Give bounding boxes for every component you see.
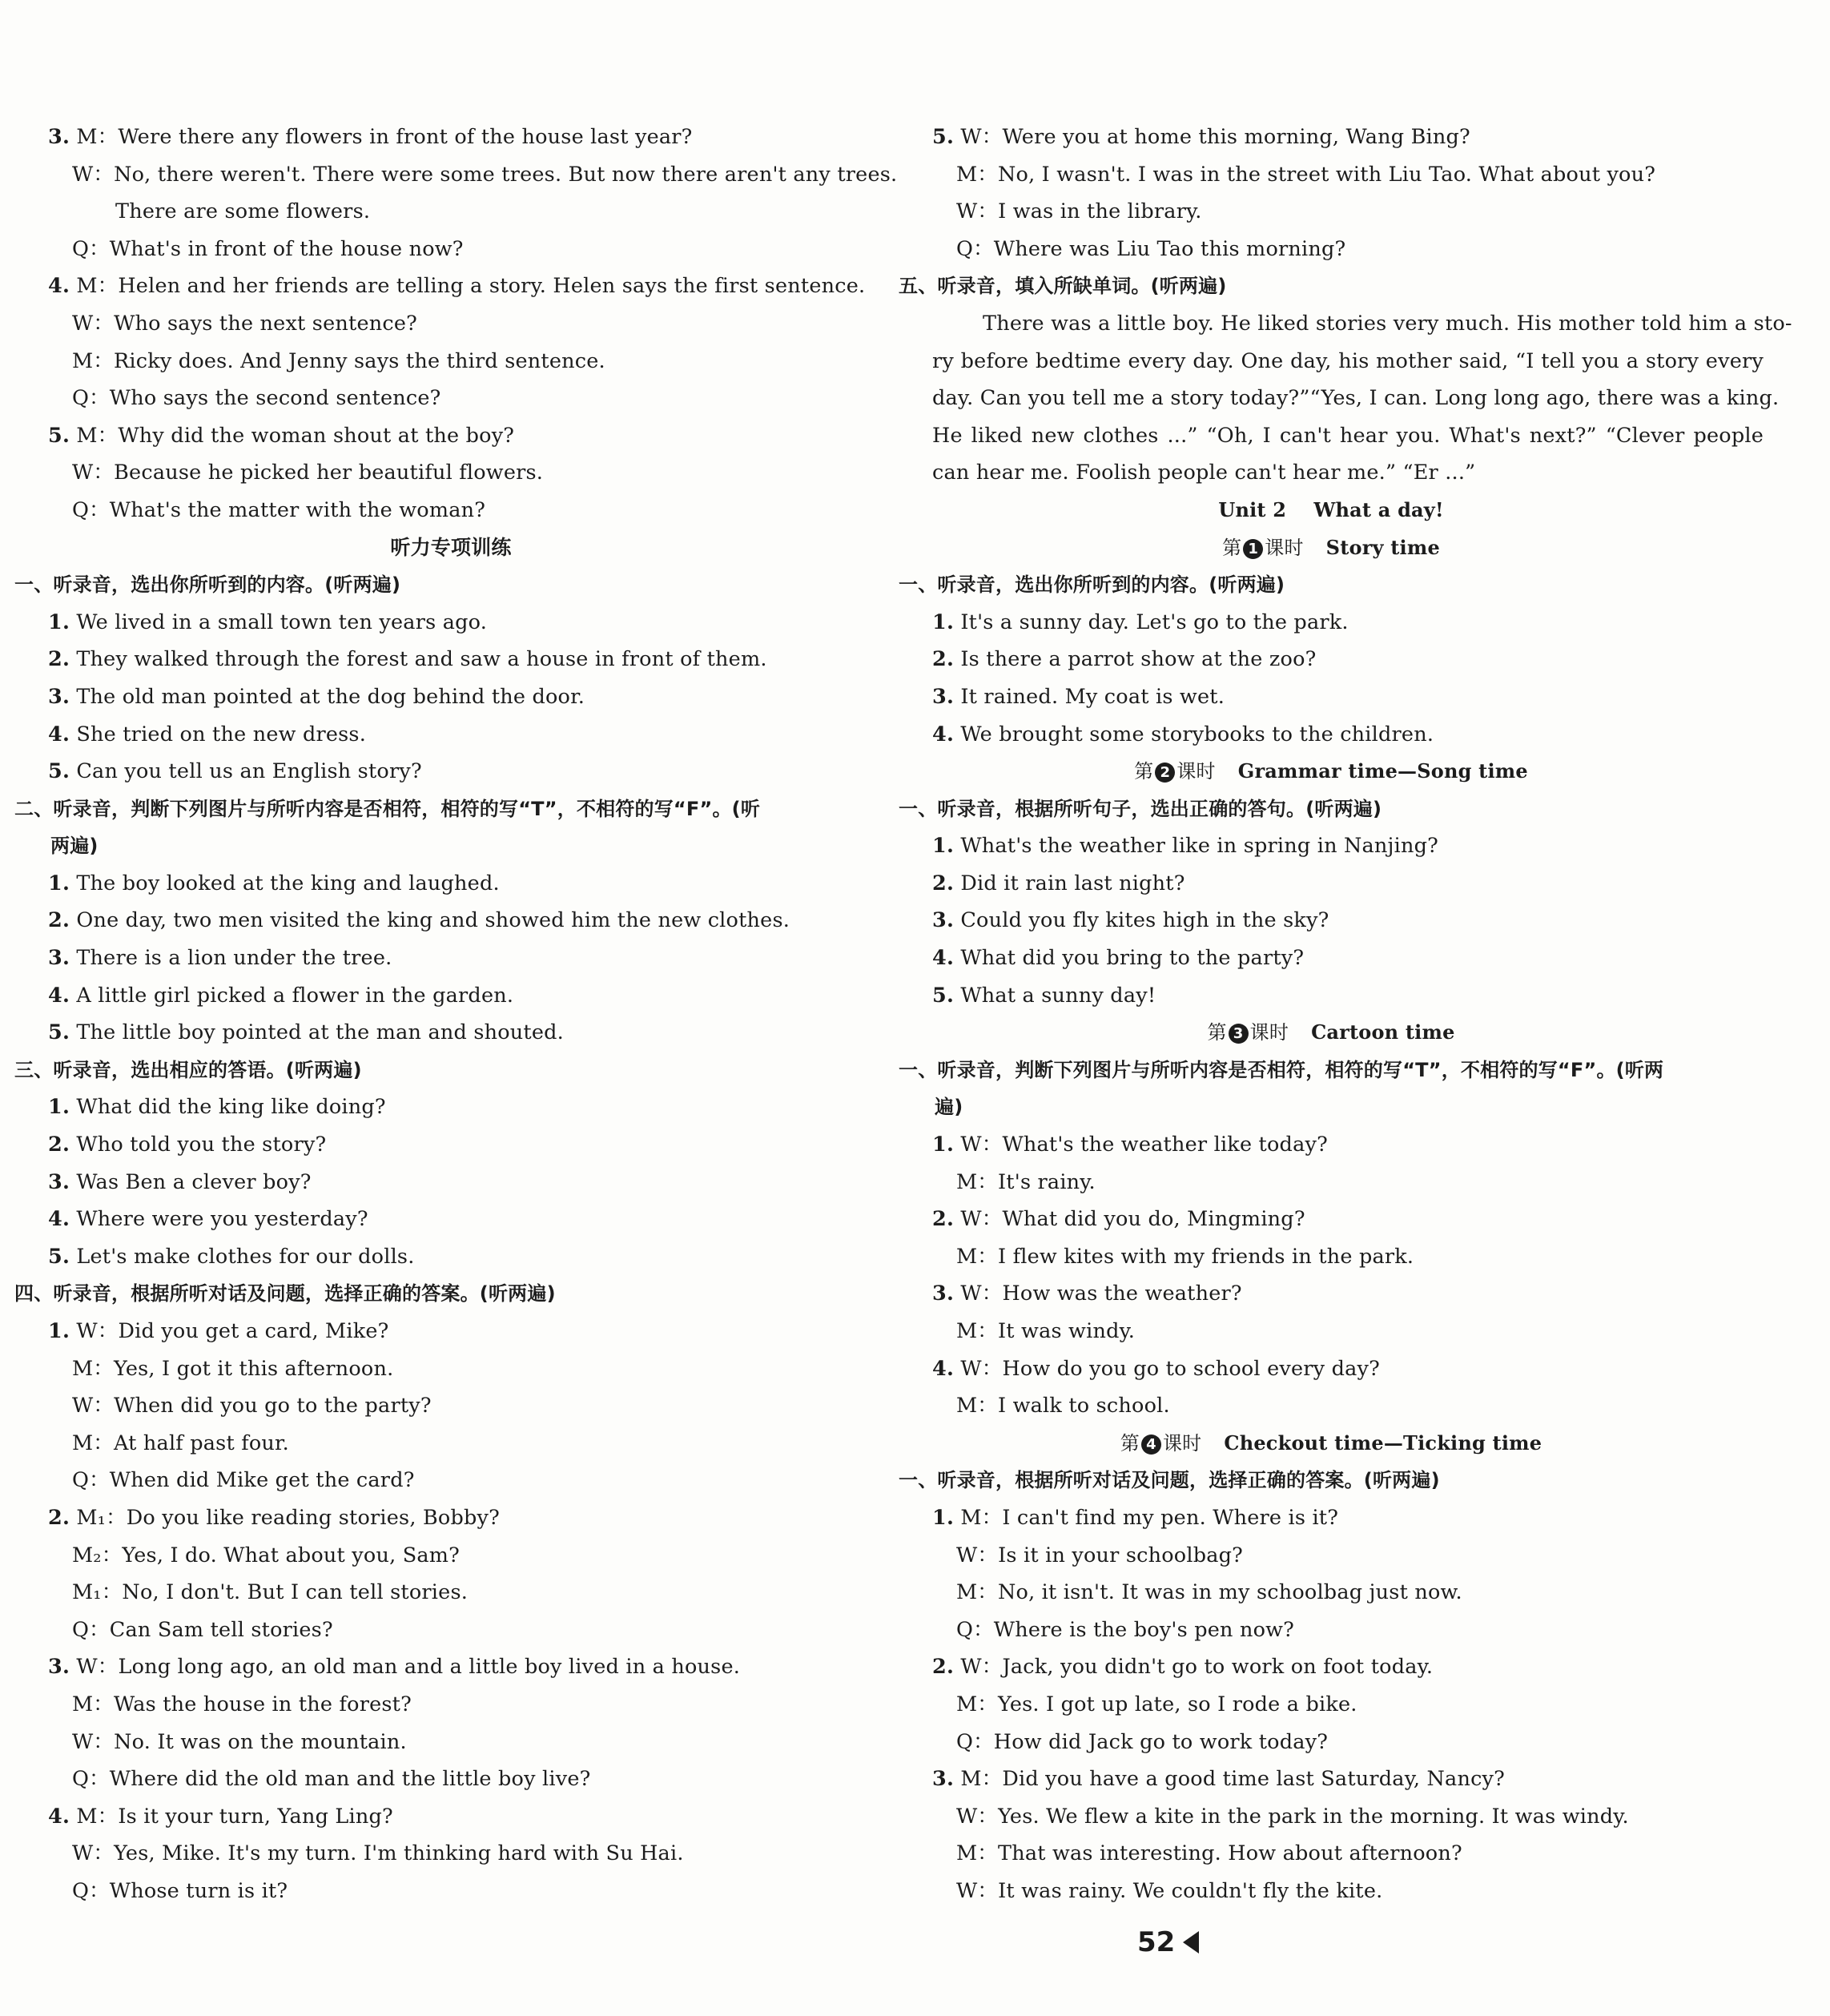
line-text: What did you bring to the party? [960, 946, 1305, 971]
numbered-item [899, 1499, 1764, 1537]
line-text: Q：Where is the boy's pen now? [956, 1617, 1295, 1642]
line-text: There are some flowers. [115, 199, 371, 224]
dialogue-line [14, 1387, 887, 1425]
numbered-item [899, 977, 1764, 1015]
item-number: 4. [932, 946, 955, 971]
line-text: W：When did you go to the party? [72, 1394, 432, 1418]
item-number: 5. [48, 1244, 70, 1269]
line-text: Can you tell us an English story? [76, 759, 422, 784]
section-heading: 听力专项训练 [390, 535, 512, 559]
line-text: Could you fly kites high in the sky? [960, 908, 1329, 933]
item-number: 4. [48, 983, 70, 1008]
numbered-item [14, 1126, 887, 1164]
lesson-name: Cartoon time [1311, 1020, 1455, 1044]
numbered-item [899, 940, 1764, 977]
numbered-item [14, 268, 887, 305]
section-instruction: 二、听录音，判断下列图片与所听内容是否相符，相符的写“T”，不相符的写“F”。(听 [14, 797, 761, 820]
line-text: What's the weather like in spring in Nanjing? [960, 834, 1439, 859]
item-number: 3. [932, 908, 955, 933]
numbered-item [899, 1648, 1764, 1686]
line-text: Q：Whose turn is it? [72, 1878, 288, 1903]
dialogue-line [899, 1238, 1764, 1276]
item-number: 4. [48, 274, 70, 299]
line-text: Is there a parrot show at the zoo? [960, 647, 1317, 672]
line-text: Q：What's in front of the house now? [72, 236, 464, 261]
item-number: 1. [932, 1133, 955, 1157]
line-text: M：That was interesting. How about afternoon? [956, 1841, 1462, 1866]
dialogue-line [14, 156, 898, 194]
item-number: 2. [48, 647, 70, 672]
lesson-prefix: 第 [1120, 1431, 1140, 1455]
lesson-suffix: 课时 [1265, 536, 1304, 559]
line-text: W：It was rainy. We couldn't fly the kite. [956, 1878, 1383, 1903]
numbered-item [899, 1275, 1764, 1313]
line-text: W：Long long ago, an old man and a little boy lived in a house. [76, 1655, 741, 1680]
page-number [1137, 1926, 1199, 1958]
passage-line: There was a little boy. He liked stories very much. His mother told him a sto- [983, 311, 1792, 336]
dialogue-line [14, 1724, 887, 1761]
numbered-item [899, 1126, 1764, 1164]
dialogue-line [14, 1537, 887, 1575]
dialogue-line [14, 454, 887, 492]
item-number: 2. [932, 1207, 955, 1232]
lesson-name: Grammar time—Song time [1237, 759, 1528, 783]
dialogue-line [899, 1835, 1764, 1873]
line-text: Who told you the story? [76, 1133, 327, 1157]
numbered-item [14, 1313, 887, 1350]
dialogue-line [14, 1873, 887, 1910]
numbered-item [14, 940, 887, 977]
dialogue-line [14, 1574, 887, 1612]
passage-line: day. Can you tell me a story today?”“Yes, I can. Long long ago, there was a king. [932, 386, 1780, 411]
dialogue-line [899, 1873, 1764, 1910]
item-number: 2. [932, 647, 955, 672]
dialogue-line [14, 1425, 887, 1463]
section-instruction: 四、听录音，根据所听对话及问题，选择正确的答案。(听两遍) [14, 1282, 556, 1306]
numbered-item [899, 604, 1764, 642]
dialogue-line [899, 156, 1764, 194]
numbered-item [14, 716, 887, 754]
line-text: W：No. It was on the mountain. [72, 1729, 407, 1754]
passage-line: can hear me. Foolish people can't hear me.” “Er ...” [932, 461, 1476, 485]
numbered-item [14, 678, 887, 716]
unit-title: Unit 2 What a day! [1218, 497, 1444, 521]
numbered-item [14, 1088, 887, 1126]
numbered-item [899, 1350, 1764, 1388]
lesson-number-badge: 4 [1141, 1435, 1161, 1455]
section-instruction: 五、听录音，填入所缺单词。(听两遍) [899, 275, 1227, 298]
line-text: The boy looked at the king and laughed. [76, 871, 500, 895]
line-text: M：Helen and her friends are telling a story. Helen says the first sentence. [76, 274, 866, 299]
line-text: W：Because he picked her beautiful flowers. [72, 461, 544, 485]
dialogue-line [14, 492, 887, 529]
line-text: M：Were there any flowers in front of the house last year? [76, 125, 693, 149]
line-text: W：How was the weather? [960, 1282, 1242, 1306]
line-text: W：What's the weather like today? [960, 1133, 1328, 1157]
dialogue-line [899, 231, 1764, 268]
section-instruction: 一、听录音，根据所听对话及问题，选择正确的答案。(听两遍) [899, 1469, 1440, 1492]
numbered-item [899, 865, 1764, 903]
line-text: W：What did you do, Mingming? [960, 1207, 1305, 1232]
lesson-prefix: 第 [1207, 1021, 1227, 1044]
line-text: It's a sunny day. Let's go to the park. [960, 610, 1349, 634]
line-text: M：Ricky does. And Jenny says the third sentence. [72, 348, 605, 373]
lesson-number-badge: 1 [1243, 539, 1263, 559]
item-number: 4. [932, 1356, 955, 1381]
item-number: 3. [932, 1282, 955, 1306]
item-number: 4. [48, 722, 70, 746]
dialogue-line [14, 1462, 887, 1499]
numbered-item [14, 1648, 887, 1686]
line-text: W：Yes. We flew a kite in the park in the morning. It was windy. [956, 1804, 1629, 1829]
section-instruction: 一、听录音，根据所听句子，选出正确的答句。(听两遍) [899, 797, 1382, 820]
item-number: 2. [932, 871, 955, 895]
line-text: M：I walk to school. [956, 1394, 1170, 1418]
item-number: 3. [48, 1655, 70, 1680]
line-text: The old man pointed at the dog behind the door. [76, 684, 585, 709]
line-text: One day, two men visited the king and showed him the new clothes. [76, 908, 790, 933]
line-text: W：No, there weren't. There were some trees. But now there aren't any trees. [72, 162, 898, 187]
line-text: Q：Who says the second sentence? [72, 386, 441, 411]
line-text: M₁：No, I don't. But I can tell stories. [72, 1580, 469, 1605]
item-number: 2. [48, 1505, 70, 1530]
numbered-item [14, 1164, 887, 1201]
line-text: A little girl picked a flower in the garden. [76, 983, 514, 1008]
dialogue-line [14, 343, 887, 380]
lesson-name: Story time [1325, 535, 1440, 559]
item-number: 2. [932, 1655, 955, 1680]
page-arrow-icon [1183, 1931, 1199, 1954]
line-text: M：At half past four. [72, 1431, 289, 1455]
lesson-number-badge: 3 [1229, 1024, 1249, 1044]
line-text: Q：What's the matter with the woman? [72, 497, 486, 522]
item-number: 5. [48, 1020, 70, 1045]
item-number: 4. [48, 1804, 70, 1829]
line-text: Q：How did Jack go to work today? [956, 1729, 1329, 1754]
line-text: M：I flew kites with my friends in the park. [956, 1244, 1414, 1269]
item-number: 5. [932, 125, 955, 149]
numbered-item [899, 1760, 1764, 1798]
numbered-item [14, 119, 887, 156]
numbered-item [14, 902, 887, 940]
line-text: Let's make clothes for our dolls. [76, 1244, 415, 1269]
line-text: M：Is it your turn, Yang Ling? [76, 1804, 393, 1829]
line-text: W：I was in the library. [956, 199, 1202, 224]
line-text: They walked through the forest and saw a house in front of them. [76, 647, 767, 672]
item-number: 5. [48, 759, 70, 784]
dialogue-line [899, 1387, 1764, 1425]
item-number: 3. [932, 1767, 955, 1792]
line-text: W：How do you go to school every day? [960, 1356, 1380, 1381]
line-text: The little boy pointed at the man and shouted. [76, 1020, 564, 1045]
dialogue-line [899, 1798, 1764, 1836]
item-number: 1. [48, 1095, 70, 1120]
line-text: What did the king like doing? [76, 1095, 386, 1120]
item-number: 5. [48, 423, 70, 448]
item-number: 1. [48, 1319, 70, 1343]
lesson-name: Checkout time—Ticking time [1224, 1431, 1542, 1455]
numbered-item [14, 1201, 887, 1238]
item-number: 1. [48, 610, 70, 634]
line-text: Q：When did Mike get the card? [72, 1468, 415, 1493]
item-number: 3. [48, 946, 70, 971]
dialogue-line [899, 1612, 1764, 1649]
line-text: Q：Where was Liu Tao this morning? [956, 236, 1346, 261]
numbered-item [899, 902, 1764, 940]
item-number: 3. [932, 684, 955, 709]
line-text: M：It was windy. [956, 1319, 1136, 1343]
dialogue-line [14, 1686, 887, 1724]
numbered-item [14, 641, 887, 678]
section-instruction: 一、听录音，选出你所听到的内容。(听两遍) [899, 573, 1285, 597]
numbered-item [14, 1499, 887, 1537]
item-number: 2. [48, 1133, 70, 1157]
lesson-prefix: 第 [1134, 760, 1154, 783]
item-number: 4. [48, 1207, 70, 1232]
line-text: M₂：Yes, I do. What about you, Sam? [72, 1543, 461, 1567]
numbered-item [899, 827, 1764, 865]
line-text: We brought some storybooks to the children. [960, 722, 1434, 746]
lesson-title [899, 1014, 1764, 1052]
dialogue-line [14, 1835, 887, 1873]
line-text: M：Was the house in the forest? [72, 1692, 412, 1716]
line-text: Q：Can Sam tell stories? [72, 1617, 333, 1642]
item-number: 3. [48, 1169, 70, 1194]
lesson-title [899, 529, 1764, 567]
item-number: 1. [48, 871, 70, 895]
dialogue-line [14, 1760, 887, 1798]
page-number-text: 52 [1137, 1926, 1176, 1958]
item-number: 1. [932, 610, 955, 634]
section-instruction: 两遍) [50, 835, 99, 858]
dialogue-line [14, 1612, 887, 1649]
numbered-item [899, 119, 1764, 156]
line-text: W：Who says the next sentence? [72, 311, 418, 336]
dialogue-line [14, 193, 887, 231]
lesson-number-badge: 2 [1155, 763, 1175, 783]
line-text: Did it rain last night? [960, 871, 1185, 895]
dialogue-line [899, 1724, 1764, 1761]
numbered-item [899, 716, 1764, 754]
item-number: 3. [48, 684, 70, 709]
line-text: W：Is it in your schoolbag? [956, 1543, 1244, 1567]
line-text: M：No, it isn't. It was in my schoolbag just now. [956, 1580, 1462, 1605]
dialogue-line [14, 380, 887, 417]
lesson-suffix: 课时 [1249, 1021, 1289, 1044]
lesson-suffix: 课时 [1162, 1431, 1202, 1455]
dialogue-line [899, 1686, 1764, 1724]
line-text: M：I can't find my pen. Where is it? [960, 1505, 1339, 1530]
section-instruction: 一、听录音，选出你所听到的内容。(听两遍) [14, 573, 401, 597]
line-text: Where were you yesterday? [76, 1207, 368, 1232]
lesson-prefix: 第 [1222, 536, 1242, 559]
line-text: M：No, I wasn't. I was in the street with Liu Tao. What about you? [956, 162, 1656, 187]
right-column [899, 119, 1792, 1910]
line-text: W：Yes, Mike. It's my turn. I'm thinking hard with Su Hai. [72, 1841, 684, 1866]
numbered-item [14, 977, 887, 1015]
lesson-title [899, 1425, 1764, 1463]
line-text: There is a lion under the tree. [76, 946, 392, 971]
line-text: M₁：Do you like reading stories, Bobby? [76, 1505, 500, 1530]
line-text: M：Yes, I got it this afternoon. [72, 1356, 394, 1381]
numbered-item [14, 1238, 887, 1276]
numbered-item [14, 1798, 887, 1836]
left-column [14, 119, 898, 1910]
dialogue-line [899, 1574, 1764, 1612]
line-text: Was Ben a clever boy? [76, 1169, 312, 1194]
line-text: M：Why did the woman shout at the boy? [76, 423, 515, 448]
line-text: M：Did you have a good time last Saturday, Nancy? [960, 1767, 1506, 1792]
dialogue-line [14, 1350, 887, 1388]
dialogue-line [899, 1537, 1764, 1575]
passage-line: ry before bedtime every day. One day, his mother said, “I tell you a story every [932, 348, 1764, 373]
numbered-item [14, 604, 887, 642]
line-text: W：Jack, you didn't go to work on foot today. [960, 1655, 1434, 1680]
numbered-item [14, 753, 887, 791]
dialogue-line [14, 305, 887, 343]
item-number: 5. [932, 983, 955, 1008]
numbered-item [14, 865, 887, 903]
dialogue-line [899, 1164, 1764, 1201]
numbered-item [14, 417, 887, 455]
numbered-item [14, 1014, 887, 1052]
numbered-item [899, 678, 1764, 716]
lesson-title [899, 753, 1764, 791]
item-number: 1. [932, 834, 955, 859]
item-number: 3. [48, 125, 70, 149]
section-instruction: 三、听录音，选出相应的答语。(听两遍) [14, 1058, 362, 1081]
numbered-item [899, 641, 1764, 678]
line-text: M：Yes. I got up late, so I rode a bike. [956, 1692, 1357, 1716]
section-instruction: 遍) [935, 1096, 963, 1119]
passage-line: He liked new clothes ...” “Oh, I can't hear you. What's next?” “Clever people [932, 423, 1764, 448]
line-text: W：Did you get a card, Mike? [76, 1319, 389, 1343]
line-text: What a sunny day! [960, 983, 1156, 1008]
line-text: She tried on the new dress. [76, 722, 367, 746]
numbered-item [899, 1201, 1764, 1238]
line-text: It rained. My coat is wet. [960, 684, 1225, 709]
line-text: We lived in a small town ten years ago. [76, 610, 488, 634]
item-number: 2. [48, 908, 70, 933]
dialogue-line [899, 193, 1764, 231]
line-text: Q：Where did the old man and the little boy live? [72, 1767, 591, 1792]
dialogue-line [14, 231, 887, 268]
dialogue-line [899, 1313, 1764, 1350]
line-text: M：It's rainy. [956, 1169, 1096, 1194]
section-instruction: 一、听录音，判断下列图片与所听内容是否相符，相符的写“T”，不相符的写“F”。(听两 [899, 1058, 1664, 1081]
line-text: W：Were you at home this morning, Wang Bing? [960, 125, 1470, 149]
item-number: 4. [932, 722, 955, 746]
lesson-suffix: 课时 [1176, 760, 1216, 783]
item-number: 1. [932, 1505, 955, 1530]
